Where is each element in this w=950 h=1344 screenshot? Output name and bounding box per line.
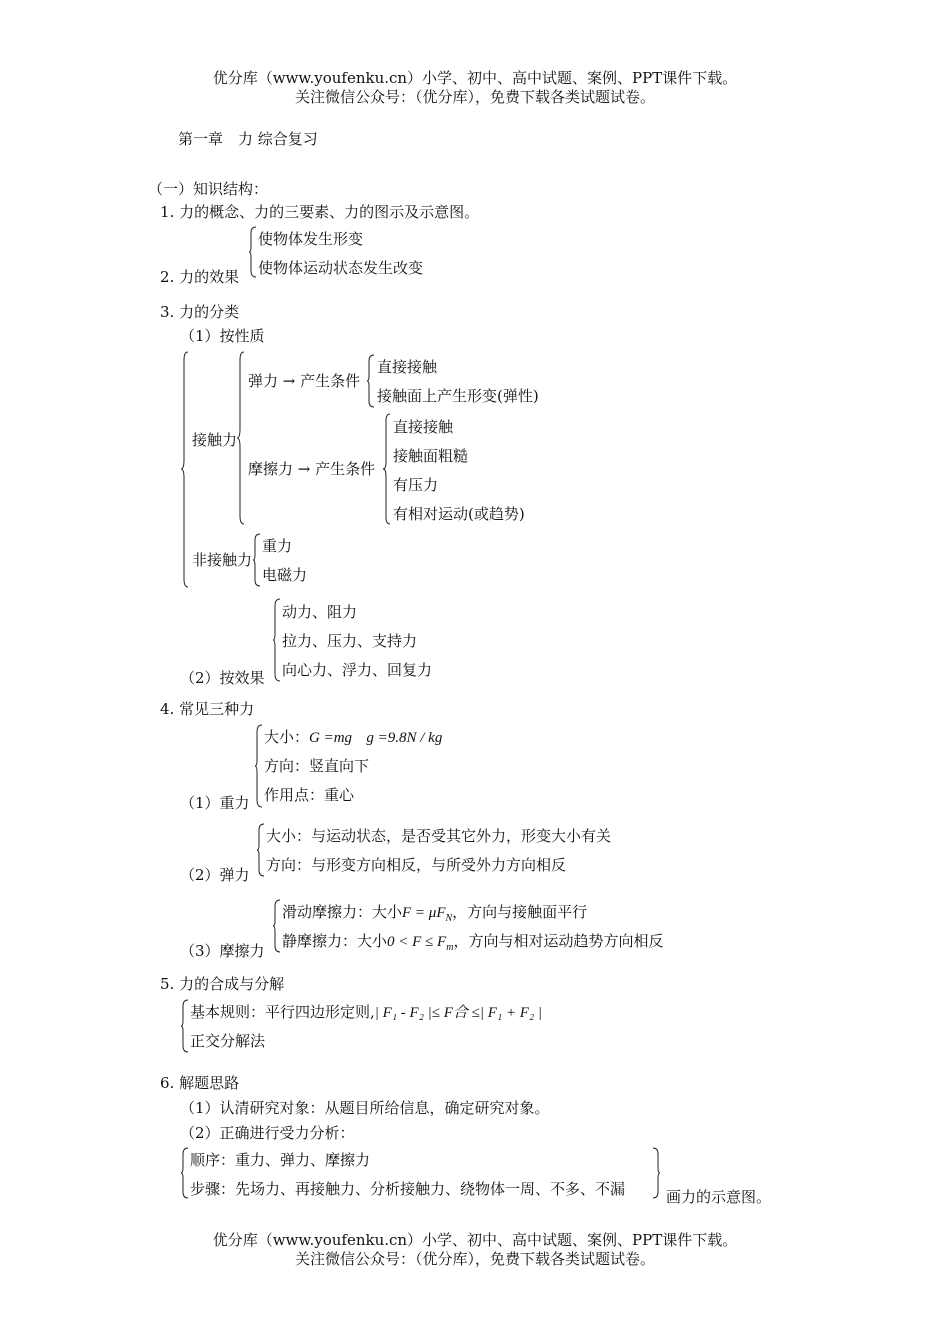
item-2-brace [249,227,257,277]
friction-force-label: 摩擦力 [248,460,294,478]
elastic-condition-brace [367,355,375,407]
gravity-label: （1）重力 [180,794,250,812]
noncontact-gravity: 重力 [262,537,293,555]
analysis-tail: 画力的示意图。 [666,1188,772,1206]
footer-line-2: 关注微信公众号：（优分库），免费下载各类试题试卷。 [294,1250,655,1268]
section-heading: （一）知识结构： [148,180,269,198]
elastic-label: （2）弹力 [180,866,250,884]
gravity-g-value: g =9.8N / kg [366,730,443,746]
solving-step-2: （2）正确进行受力分析： [180,1124,355,1142]
gravity-brace [255,725,263,807]
effect-deform: 使物体发生形变 [258,230,364,248]
orthogonal-decomposition: 正交分解法 [190,1032,266,1050]
footer-line-1: 优分库（www.youfenku.cn）小学、初中、高中试题、案例、PPT课件下载。 [212,1231,738,1249]
noncontact-electromagnetic: 电磁力 [262,566,308,584]
gravity-point: 作用点：重心 [264,786,355,804]
header-line-2: 关注微信公众号：（优分库），免费下载各类试题试卷。 [294,88,655,106]
elastic-direction: 方向：与形变方向相反，与所受外力方向相反 [266,856,567,874]
by-effect-brace [273,599,281,681]
elastic-brace [257,824,265,876]
sliding-friction-subscript: N [445,913,453,924]
effect-item-2: 拉力、压力、支持力 [282,632,418,650]
page-title: 第一章 力 综合复习 [178,130,318,148]
friction-condition-rough-surface: 接触面粗糙 [393,447,469,465]
friction-condition-label: 产生条件 [315,460,376,478]
gravity-direction: 方向：竖直向下 [264,757,370,775]
item-5-label: 5. 力的合成与分解 [160,975,285,993]
item-1-concept: 1. 力的概念、力的三要素、力的图示及示意图。 [160,203,480,221]
gravity-size-label: 大小： [264,728,310,746]
arrow-icon: → [282,372,296,390]
composition-formula: | F₁ - F₂ |≤ F合 ≤| F₁ + F₂ | [374,1005,543,1021]
contact-force-label: 接触力 [192,431,238,449]
friction-brace [273,900,281,952]
friction-condition-brace [383,414,391,524]
friction-condition-relative-motion: 有相对运动(或趋势) [393,505,525,523]
analysis-steps: 步骤：先场力、再接触力、分析接触力、绕物体一周、不多、不漏 [190,1180,626,1198]
analysis-right-brace [653,1148,661,1198]
noncontact-brace [253,534,261,586]
item-4-label: 4. 常见三种力 [160,700,255,718]
static-friction-formula: 0 < F ≤ F [387,934,447,950]
friction-condition-pressure: 有压力 [393,476,439,494]
item-3-label: 3. 力的分类 [160,303,240,321]
friction-label: （3）摩擦力 [180,942,265,960]
analysis-left-brace [181,1148,189,1198]
by-effect-label: （2）按效果 [180,669,265,687]
static-friction-subscript: m [446,942,454,953]
solving-step-1: （1）认清研究对象：从题目所给信息，确定研究对象。 [180,1099,550,1117]
composition-brace [181,1000,189,1052]
elastic-size: 大小：与运动状态，是否受其它外力，形变大小有关 [266,827,612,845]
elastic-condition-label: 产生条件 [300,372,361,390]
sliding-friction-direction: ，方向与接触面平行 [452,903,588,921]
friction-condition-direct-contact: 直接接触 [393,418,454,436]
effect-motion-change: 使物体运动状态发生改变 [258,259,424,277]
composition-rule: 基本规则：平行四边形定则, [190,1003,375,1021]
effect-item-3: 向心力、浮力、回复力 [282,661,433,679]
arrow-icon: → [297,460,311,478]
static-friction-direction: ，方向与相对运动趋势方向相反 [453,932,664,950]
sliding-friction-formula: F = μF [402,905,446,921]
gravity-formula: G =mg [309,730,353,746]
item-2-label: 2. 力的效果 [160,268,240,286]
by-nature-label: （1）按性质 [180,327,265,345]
elastic-force-label: 弹力 [248,372,279,390]
elastic-condition-deformation: 接触面上产生形变(弹性) [377,387,539,405]
header-line-1: 优分库（www.youfenku.cn）小学、初中、高中试题、案例、PPT课件下载。 [212,69,738,87]
analysis-order: 顺序：重力、弹力、摩擦力 [190,1151,371,1169]
nature-outer-brace [181,352,189,587]
static-friction-label: 静摩擦力：大小 [282,932,388,950]
elastic-condition-direct-contact: 直接接触 [377,358,438,376]
item-6-label: 6. 解题思路 [160,1074,240,1092]
noncontact-force-label: 非接触力 [192,551,253,569]
contact-force-brace [237,352,245,524]
effect-item-1: 动力、阻力 [282,603,358,621]
sliding-friction-label: 滑动摩擦力：大小 [282,903,403,921]
